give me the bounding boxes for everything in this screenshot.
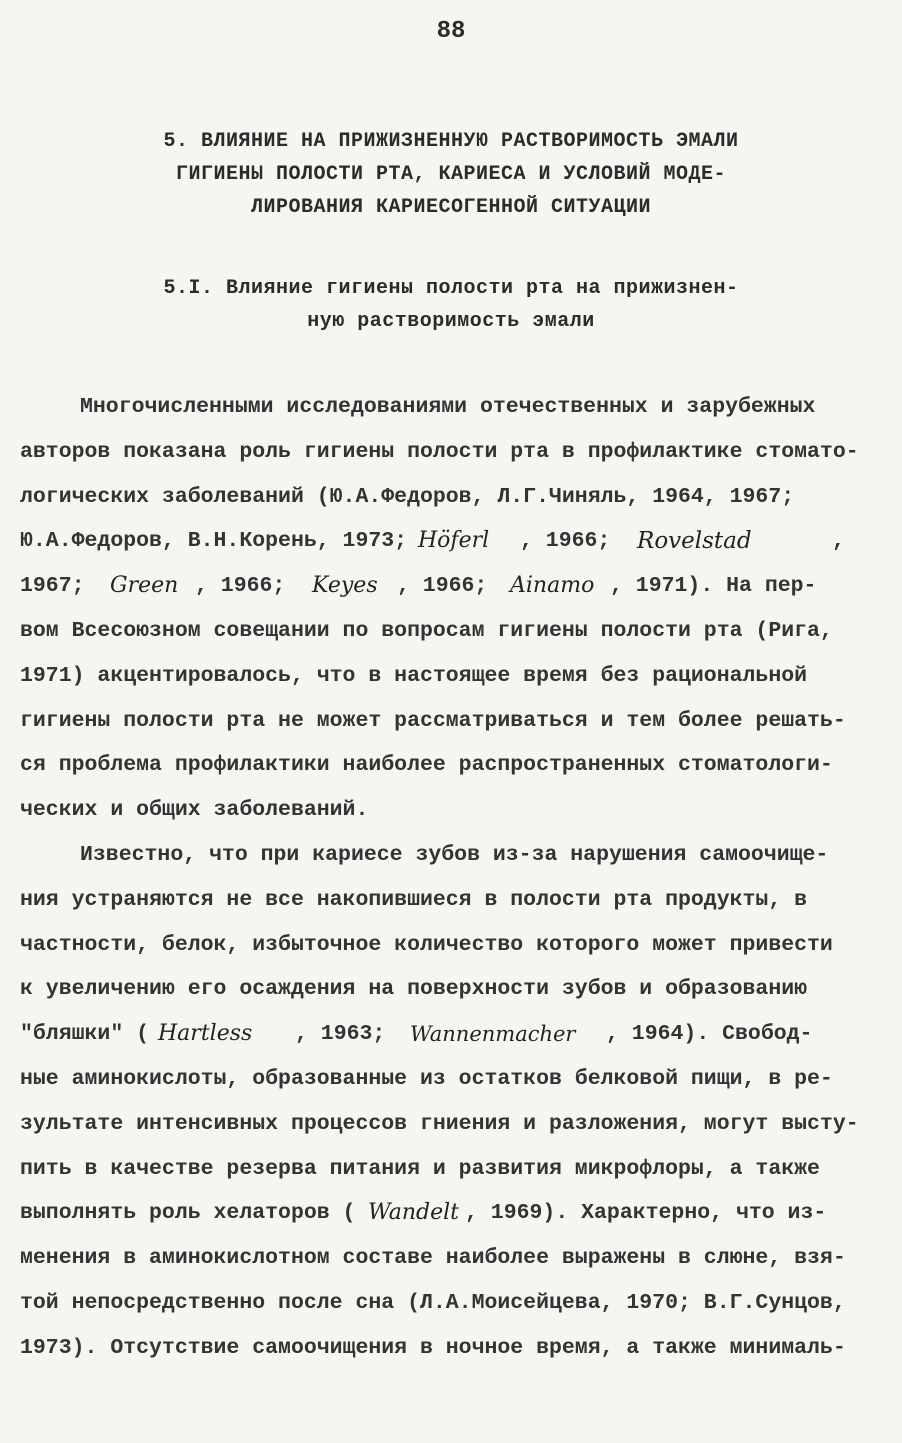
- text-segment: пить в качестве резерва питания и развития микрофлоры, а также: [20, 1156, 820, 1181]
- text-segment: Ю.А.Федоров, В.Н.Корень, 1973;: [20, 529, 408, 554]
- text-segment: ные аминокислоты, образованные из остатков белковой пищи, в ре-: [20, 1066, 833, 1091]
- text-line: [0, 519, 902, 564]
- text-segment: Известно, что при кариесе зубов из-за нарушения самоочище-: [80, 842, 829, 867]
- text-line: [0, 833, 902, 878]
- text-line: [0, 385, 902, 430]
- text-line: [0, 475, 902, 520]
- text-segment: , 1963;: [295, 1022, 386, 1047]
- text-segment: ческих и общих заболеваний.: [20, 798, 369, 823]
- text-segment: выполнять роль хелаторов (: [20, 1201, 356, 1226]
- text-segment: ,: [832, 529, 845, 554]
- text-segment: , 1969). Характерно, что из-: [465, 1201, 827, 1226]
- chapter-heading-line: ЛИРОВАНИЯ КАРИЕСОГЕННОЙ СИТУАЦИИ: [250, 196, 652, 219]
- text-segment: частности, белок, избыточное количество которого может привести: [20, 932, 833, 957]
- handwritten-author-name: Ainamo: [510, 573, 595, 599]
- text-line: [0, 1147, 902, 1192]
- text-line: [0, 1057, 902, 1102]
- text-line: [0, 1102, 902, 1147]
- text-segment: , 1964). Свобод-: [606, 1022, 813, 1047]
- text-segment: ния устраняются не все накопившиеся в полости рта продукты, в: [20, 887, 808, 912]
- handwritten-author-name: Hartless: [158, 1021, 253, 1047]
- text-line: [0, 564, 902, 609]
- text-segment: , 1966;: [195, 574, 286, 599]
- text-line: [0, 1281, 902, 1326]
- text-segment: логических заболеваний (Ю.А.Федоров, Л.Г.Чиняль, 1964, 1967;: [20, 484, 795, 509]
- text-line: [0, 967, 902, 1012]
- text-line: [0, 609, 902, 654]
- text-segment: , 1966;: [397, 574, 488, 599]
- handwritten-author-name: Rovelstad: [637, 528, 752, 555]
- handwritten-author-name: Keyes: [312, 573, 378, 599]
- section-heading: [0, 272, 902, 338]
- text-line: [0, 923, 902, 968]
- text-segment: "бляшки" (: [20, 1022, 150, 1047]
- text-segment: , 1966;: [520, 529, 611, 554]
- text-segment: зультате интенсивных процессов гниения и разложения, могут высту-: [20, 1111, 859, 1136]
- text-segment: авторов показана роль гигиены полости рта в профилактике стомато-: [20, 439, 859, 464]
- text-line: [0, 878, 902, 923]
- page-number: 88: [436, 18, 466, 45]
- chapter-heading-line: 5. ВЛИЯНИЕ НА ПРИЖИЗНЕННУЮ РАСТВОРИМОСТЬ ЭМАЛИ: [163, 130, 739, 153]
- text-line: [0, 743, 902, 788]
- text-segment: гигиены полости рта не может рассматриваться и тем более решать-: [20, 708, 846, 733]
- handwritten-author-name: Wandelt: [368, 1200, 459, 1226]
- handwritten-author-name: Green: [110, 573, 179, 599]
- chapter-heading-line: ГИГИЕНЫ ПОЛОСТИ РТА, КАРИЕСА И УСЛОВИЙ МОДЕ-: [175, 163, 727, 186]
- text-line: [0, 1012, 902, 1057]
- text-line: [0, 430, 902, 475]
- text-segment: к увеличению его осаждения на поверхности зубов и образованию: [20, 977, 808, 1002]
- text-segment: , 1971). На пер-: [610, 574, 817, 599]
- section-heading-line: ную растворимость эмали: [307, 310, 595, 333]
- text-segment: той непосредственно после сна (Л.А.Моисейцева, 1970; В.Г.Сунцов,: [20, 1290, 846, 1315]
- text-segment: 1967;: [20, 574, 85, 599]
- text-line: [0, 788, 902, 833]
- text-line: [0, 1326, 902, 1371]
- text-segment: ся проблема профилактики наиболее распространенных стоматологи-: [20, 753, 833, 778]
- handwritten-author-name: Höferl: [418, 528, 490, 554]
- text-segment: вом Всесоюзном совещании по вопросам гигиены полости рта (Рига,: [20, 618, 833, 643]
- text-line: [0, 1236, 902, 1281]
- text-segment: 1973). Отсутствие самоочищения в ночное время, а также минималь-: [20, 1335, 846, 1360]
- body-text: [0, 385, 902, 1371]
- text-line: [0, 654, 902, 699]
- text-line: [0, 699, 902, 744]
- text-line: [0, 1191, 902, 1236]
- text-segment: менения в аминокислотном составе наиболее выражены в слюне, взя-: [20, 1246, 846, 1271]
- handwritten-author-name: Wannenmacher: [410, 1022, 576, 1047]
- section-heading-line: 5.I. Влияние гигиены полости рта на прижизнен-: [163, 277, 739, 300]
- text-segment: 1971) акцентировалось, что в настоящее время без рациональной: [20, 663, 808, 688]
- chapter-heading: [0, 125, 902, 224]
- text-segment: Многочисленными исследованиями отечественных и зарубежных: [80, 395, 816, 419]
